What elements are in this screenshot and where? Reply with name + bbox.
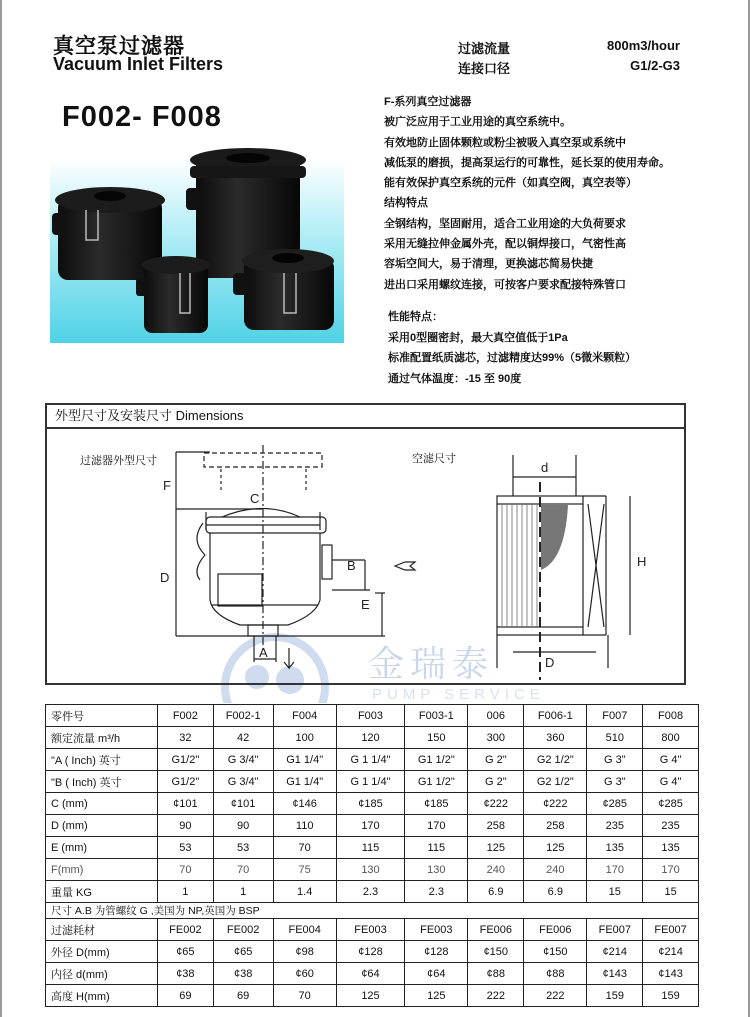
row-label: 额定流量 m³/h xyxy=(46,727,158,749)
model-range: F002- F008 xyxy=(62,101,222,133)
row-label: 重量 KG xyxy=(46,881,158,903)
table-cell: G 2" xyxy=(468,749,524,771)
table-cell: 240 xyxy=(524,859,587,881)
table-cell: G1/2" xyxy=(158,771,214,793)
table-cell: ¢185 xyxy=(336,793,404,815)
table-cell: F006-1 xyxy=(524,705,587,727)
row-label: D (mm) xyxy=(46,815,158,837)
table-cell: ¢222 xyxy=(524,793,587,815)
table-cell: F003 xyxy=(336,705,404,727)
label-d: d xyxy=(541,460,549,475)
table-cell: F003-1 xyxy=(405,705,468,727)
table-cell: ¢88 xyxy=(524,963,587,985)
table-cell: 70 xyxy=(158,859,214,881)
row-label: 过滤耗材 xyxy=(46,919,158,941)
table-cell: 70 xyxy=(273,837,336,859)
table-cell: G 3" xyxy=(587,771,643,793)
performance-line: 标准配置纸质滤芯，过滤精度达99%（5微米颗粒） xyxy=(388,352,637,364)
table-cell: 2.3 xyxy=(336,881,404,903)
table-cell: 170 xyxy=(643,859,699,881)
table-cell: 125 xyxy=(405,985,468,1007)
row-label: 内径 d(mm) xyxy=(46,963,158,985)
table-row xyxy=(46,941,699,963)
table-cell: G 4" xyxy=(643,749,699,771)
table-cell: 235 xyxy=(643,815,699,837)
table-cell: 1 xyxy=(158,881,214,903)
table-cell: G1 1/4" xyxy=(273,749,336,771)
table-cell: 69 xyxy=(213,985,273,1007)
table-cell: 125 xyxy=(524,837,587,859)
table-cell: ¢60 xyxy=(273,963,336,985)
table-cell: G2 1/2" xyxy=(524,771,587,793)
table-cell: 32 xyxy=(158,727,214,749)
table-cell: 6.9 xyxy=(468,881,524,903)
table-cell: 120 xyxy=(336,727,404,749)
table-cell: ¢38 xyxy=(213,963,273,985)
table-cell: FE006 xyxy=(524,919,587,941)
spec-table xyxy=(45,704,699,1007)
table-cell: G 3" xyxy=(587,749,643,771)
row-label: 外径 D(mm) xyxy=(46,941,158,963)
performance-line: 通过气体温度：-15 至 90度 xyxy=(388,372,522,385)
table-cell: G 1 1/4" xyxy=(336,749,404,771)
table-cell: FE004 xyxy=(273,919,336,941)
table-cell: 15 xyxy=(643,881,699,903)
table-note: 尺寸 A.B 为管螺纹 G ,美国为 NP,英国为 BSP xyxy=(46,903,699,919)
table-cell: 235 xyxy=(587,815,643,837)
table-cell: FE006 xyxy=(468,919,524,941)
table-cell: ¢98 xyxy=(273,941,336,963)
table-cell: 130 xyxy=(405,859,468,881)
filter-outline-label: 过滤器外型尺寸 xyxy=(80,455,157,467)
title-chinese: 真空泵过滤器 xyxy=(53,35,185,58)
table-cell: 170 xyxy=(587,859,643,881)
table-cell: G1 1/2" xyxy=(405,771,468,793)
table-cell: 15 xyxy=(587,881,643,903)
table-cell: ¢214 xyxy=(643,941,699,963)
table-cell: ¢150 xyxy=(468,941,524,963)
table-cell: 135 xyxy=(643,837,699,859)
table-cell: ¢88 xyxy=(468,963,524,985)
table-cell: ¢38 xyxy=(158,963,214,985)
table-cell: 42 xyxy=(213,727,273,749)
label-element-D: D xyxy=(545,655,555,670)
table-cell: F004 xyxy=(273,705,336,727)
table-cell: 115 xyxy=(405,837,468,859)
table-cell: 115 xyxy=(336,837,404,859)
table-cell: FE002 xyxy=(213,919,273,941)
table-row xyxy=(46,859,699,881)
spec-flow-value: 800m3/hour xyxy=(607,38,680,53)
table-cell: ¢285 xyxy=(587,793,643,815)
watermark-sub: PUMP SERVICE xyxy=(372,686,545,703)
table-cell: 75 xyxy=(273,859,336,881)
table-row xyxy=(46,985,699,1007)
row-label: "A ( Inch) 英寸 xyxy=(46,749,158,771)
dimensions-title: 外型尺寸及安装尺寸 Dimensions xyxy=(47,405,684,429)
table-cell: G 4" xyxy=(643,771,699,793)
label-E: E xyxy=(361,597,370,612)
label-F: F xyxy=(163,478,171,493)
spec-connection-label: 连接口径 xyxy=(458,61,511,76)
intro-line: 被广泛应用于工业用途的真空系统中。 xyxy=(384,116,571,129)
table-cell: G1/2" xyxy=(158,749,214,771)
table-cell: 300 xyxy=(468,727,524,749)
table-cell: ¢101 xyxy=(158,793,214,815)
table-cell: FE003 xyxy=(405,919,468,941)
table-cell: 125 xyxy=(336,985,404,1007)
table-cell: ¢64 xyxy=(405,963,468,985)
table-cell: F002 xyxy=(158,705,214,727)
table-cell: 70 xyxy=(273,985,336,1007)
table-cell: 159 xyxy=(643,985,699,1007)
table-cell: 240 xyxy=(468,859,524,881)
table-cell: F008 xyxy=(643,705,699,727)
row-label: 高度 H(mm) xyxy=(46,985,158,1007)
table-cell: 222 xyxy=(524,985,587,1007)
spec-connection-value: G1/2-G3 xyxy=(630,58,680,73)
table-cell: ¢128 xyxy=(405,941,468,963)
table-cell: 1 xyxy=(213,881,273,903)
table-cell: ¢143 xyxy=(587,963,643,985)
structure-line: 全钢结构，坚固耐用，适合工业用途的大负荷要求 xyxy=(384,217,626,230)
row-label: F(mm) xyxy=(46,859,158,881)
table-cell: G 1 1/4" xyxy=(336,771,404,793)
table-cell: ¢128 xyxy=(336,941,404,963)
structure-line: 进出口采用螺纹连接，可按客户要求配接特殊管口 xyxy=(384,278,626,291)
table-row xyxy=(46,903,699,919)
performance-line: 采用0型圈密封，最大真空值低于1Pa xyxy=(388,331,568,344)
table-cell: ¢101 xyxy=(213,793,273,815)
spec-flow-label: 过滤流量 xyxy=(458,41,511,56)
table-cell: ¢65 xyxy=(213,941,273,963)
table-cell: 170 xyxy=(405,815,468,837)
label-D: D xyxy=(160,570,170,585)
table-row xyxy=(46,963,699,985)
table-cell: ¢143 xyxy=(643,963,699,985)
label-B: B xyxy=(347,558,356,573)
table-cell: 360 xyxy=(524,727,587,749)
table-row xyxy=(46,749,699,771)
table-cell: 70 xyxy=(213,859,273,881)
table-cell: G 3/4" xyxy=(213,749,273,771)
structure-line: 采用无缝拉伸金属外壳，配以铜焊接口，气密性高 xyxy=(384,238,626,251)
table-cell: F002-1 xyxy=(213,705,273,727)
table-cell: G1 1/2" xyxy=(405,749,468,771)
table-cell: 53 xyxy=(158,837,214,859)
table-cell: 125 xyxy=(468,837,524,859)
table-cell: ¢146 xyxy=(273,793,336,815)
title-english: Vacuum Inlet Filters xyxy=(53,54,224,74)
row-label: "B ( Inch) 英寸 xyxy=(46,771,158,793)
table-cell: 006 xyxy=(468,705,524,727)
row-label: C (mm) xyxy=(46,793,158,815)
table-cell: FE007 xyxy=(587,919,643,941)
table-cell: 69 xyxy=(158,985,214,1007)
table-row xyxy=(46,837,699,859)
performance-title: 性能特点： xyxy=(388,311,443,323)
table-cell: G 3/4" xyxy=(213,771,273,793)
table-cell: FE003 xyxy=(336,919,404,941)
table-row xyxy=(46,793,699,815)
table-cell: 800 xyxy=(643,727,699,749)
table-cell: 90 xyxy=(158,815,214,837)
table-row xyxy=(46,919,699,941)
table-cell: FE002 xyxy=(158,919,214,941)
row-label: 零件号 xyxy=(46,705,158,727)
table-cell: 100 xyxy=(273,727,336,749)
table-cell: 510 xyxy=(587,727,643,749)
table-cell: G 2" xyxy=(468,771,524,793)
table-cell: ¢285 xyxy=(643,793,699,815)
intro-line: 减低泵的磨损，提高泵运行的可靠性，延长泵的使用寿命。 xyxy=(384,156,670,169)
table-cell: 222 xyxy=(468,985,524,1007)
structure-line: 容垢空间大，易于清理，更换滤芯简易快捷 xyxy=(384,258,593,271)
table-row xyxy=(46,815,699,837)
table-cell: 53 xyxy=(213,837,273,859)
label-H: H xyxy=(637,554,647,569)
table-cell: 90 xyxy=(213,815,273,837)
table-cell: 2.3 xyxy=(405,881,468,903)
label-C: C xyxy=(250,491,260,506)
table-cell: 130 xyxy=(336,859,404,881)
table-cell: ¢150 xyxy=(524,941,587,963)
watermark-brand: 金瑞泰 xyxy=(368,644,495,685)
table-cell: 6.9 xyxy=(524,881,587,903)
row-label: E (mm) xyxy=(46,837,158,859)
intro-line: 能有效保护真空系统的元件（如真空阀，真空表等） xyxy=(384,177,637,190)
table-row xyxy=(46,881,699,903)
intro-line: 有效地防止固体颗粒或粉尘被吸入真空泵或系统中 xyxy=(384,136,626,149)
table-cell: FE007 xyxy=(643,919,699,941)
table-row xyxy=(46,727,699,749)
structure-title: 结构特点 xyxy=(384,197,428,210)
table-cell: G2 1/2" xyxy=(524,749,587,771)
table-cell: ¢214 xyxy=(587,941,643,963)
table-cell: ¢185 xyxy=(405,793,468,815)
table-cell: 170 xyxy=(336,815,404,837)
table-cell: F007 xyxy=(587,705,643,727)
table-cell: 258 xyxy=(524,815,587,837)
table-cell: 1.4 xyxy=(273,881,336,903)
table-cell: ¢222 xyxy=(468,793,524,815)
element-label: 空滤尺寸 xyxy=(412,453,456,465)
table-cell: 258 xyxy=(468,815,524,837)
table-row xyxy=(46,705,699,727)
series-title: F-系列真空过滤器 xyxy=(384,96,472,108)
table-cell: G1 1/4" xyxy=(273,771,336,793)
table-cell: 150 xyxy=(405,727,468,749)
table-cell: ¢64 xyxy=(336,963,404,985)
table-cell: 159 xyxy=(587,985,643,1007)
table-row xyxy=(46,771,699,793)
table-cell: ¢65 xyxy=(158,941,214,963)
table-cell: 135 xyxy=(587,837,643,859)
table-cell: 110 xyxy=(273,815,336,837)
label-A: A xyxy=(259,645,268,660)
